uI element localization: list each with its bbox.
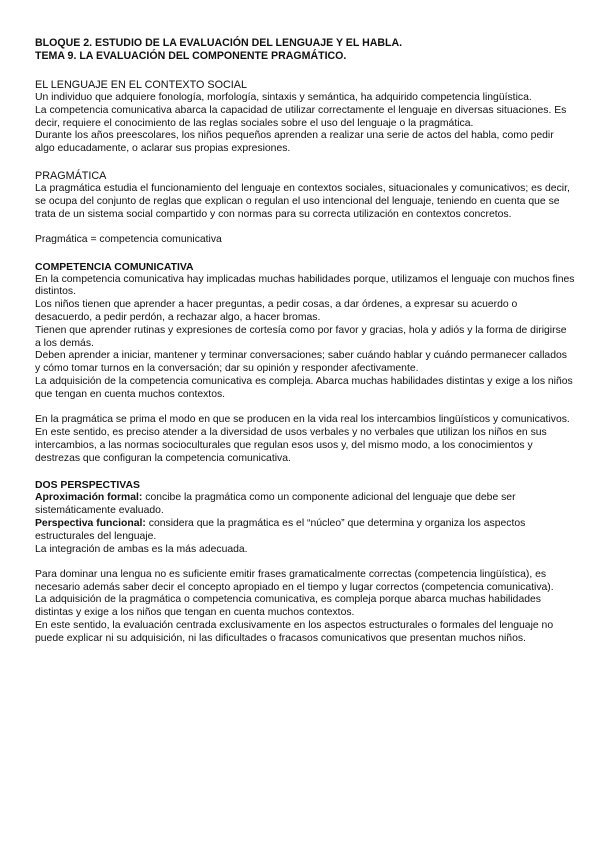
section-heading: DOS PERSPECTIVAS bbox=[35, 480, 140, 492]
term-label: Perspectiva funcional: bbox=[35, 517, 146, 529]
paragraph-perspectiva-funcional bbox=[35, 518, 575, 544]
paragraph: Tienen que aprender rutinas y expresiones de cortesía como por favor y gracias, hola y adiós y la forma de dirigirse a los demás. bbox=[35, 324, 567, 349]
paragraph: En este sentido, la evaluación centrada exclusivamente en los aspectos estructurales o formales del lenguaje no puede explicar ni su adquisición, ni las dificultades o fracasos comunicativos que presentan muchos niños. bbox=[35, 620, 554, 644]
term-definition: considera que la pragmática es el “núcleo” que determina y organiza los aspectos estructurales del lenguaje. bbox=[35, 517, 526, 542]
section-lenguaje-contexto-social bbox=[35, 79, 575, 156]
paragraph: Para dominar una lengua no es suficiente emitir frases gramaticalmente correctas (competencia lingüística), es necesario además saber decir el concepto apropiado en el tiempo y lugar correctos (competencia comunicativa). bbox=[35, 568, 554, 593]
paragraph: Un individuo que adquiere fonología, morfología, sintaxis y semántica, ha adquirido competencia lingüística. bbox=[35, 92, 532, 103]
paragraph: La pragmática estudia el funcionamiento del lenguaje en contextos sociales, situacionales y comunicativos; es decir, se ocupa del conjunto de reglas que explican o regulan el uso intencional del lenguaje, teniendo en cuenta que se trata de un sistema social compartido y con normas para su correcta utilización en contextos concretos. bbox=[35, 182, 570, 220]
paragraph: En la pragmática se prima el modo en que se producen en la vida real los intercambios lingüísticos y comunicativos. bbox=[35, 414, 570, 426]
section-pragmatica bbox=[35, 170, 575, 247]
paragraph: Los niños tienen que aprender a hacer preguntas, a pedir cosas, a dar órdenes, a expresar su acuerdo o desacuerdo, a pedir perdón, a rechazar algo, a hacer bromas. bbox=[35, 299, 518, 324]
term-definition: concibe la pragmática como un componente adicional del lenguaje que debe ser sistemáticamente evaluado. bbox=[35, 492, 516, 517]
paragraph: La competencia comunicativa abarca la capacidad de utilizar correctamente el lenguaje en diversas situaciones. Es decir, requiere el conocimiento de las reglas sociales sobre el uso del lenguaje o la pragmática. bbox=[35, 104, 567, 129]
document bbox=[35, 37, 575, 646]
document-title-line-1: BLOQUE 2. ESTUDIO DE LA EVALUACIÓN DEL LENGUAJE Y EL HABLA. bbox=[35, 37, 403, 49]
section-heading: EL LENGUAJE EN EL CONTEXTO SOCIAL bbox=[35, 79, 247, 91]
section-dos-perspectivas bbox=[35, 479, 575, 645]
paragraph: En la competencia comunicativa hay implicadas muchas habilidades porque, utilizamos el lenguaje con muchos fines distintos. bbox=[35, 273, 575, 298]
paragraph: La adquisición de la pragmática o competencia comunicativa, es compleja porque abarca muchas habilidades distintas y exige a los niños que tengan en cuenta muchos contextos. bbox=[35, 594, 541, 619]
paragraph: Durante los años preescolares, los niños pequeños aprenden a realizar una serie de actos del habla, como pedir algo educadamente, o aclarar sus propias expresiones. bbox=[35, 130, 554, 155]
section-heading: PRAGMÁTICA bbox=[35, 169, 107, 182]
section-heading: COMPETENCIA COMUNICATIVA bbox=[35, 261, 194, 273]
paragraph: Pragmática = competencia comunicativa bbox=[35, 233, 222, 245]
paragraph: En este sentido, es preciso atender a la diversidad de usos verbales y no verbales que utilizan los niños en sus intercambios, a las normas socioculturales que regulan esos usos y, del mismo modo, a los conocimientos y destrezas que configuran la competencia comunicativa. bbox=[35, 426, 547, 464]
document-title-line-2: TEMA 9. LA EVALUACIÓN DEL COMPONENTE PRAGMÁTICO. bbox=[35, 50, 347, 62]
term-label: Aproximación formal: bbox=[35, 492, 143, 504]
paragraph-aproximacion-formal bbox=[35, 492, 575, 518]
paragraph: Deben aprender a iniciar, mantener y terminar conversaciones; saber cuándo hablar y cuándo permanecer callados y cómo tomar turnos en la conversación; dar su opinión y responder afectivamente. bbox=[35, 350, 567, 375]
paragraph: La integración de ambas es la más adecuada. bbox=[35, 543, 248, 555]
section-competencia-comunicativa bbox=[35, 261, 575, 466]
paragraph: La adquisición de la competencia comunicativa es compleja. Abarca muchas habilidades distintas y exige a los niños que tengan en cuenta muchos contextos. bbox=[35, 376, 573, 400]
